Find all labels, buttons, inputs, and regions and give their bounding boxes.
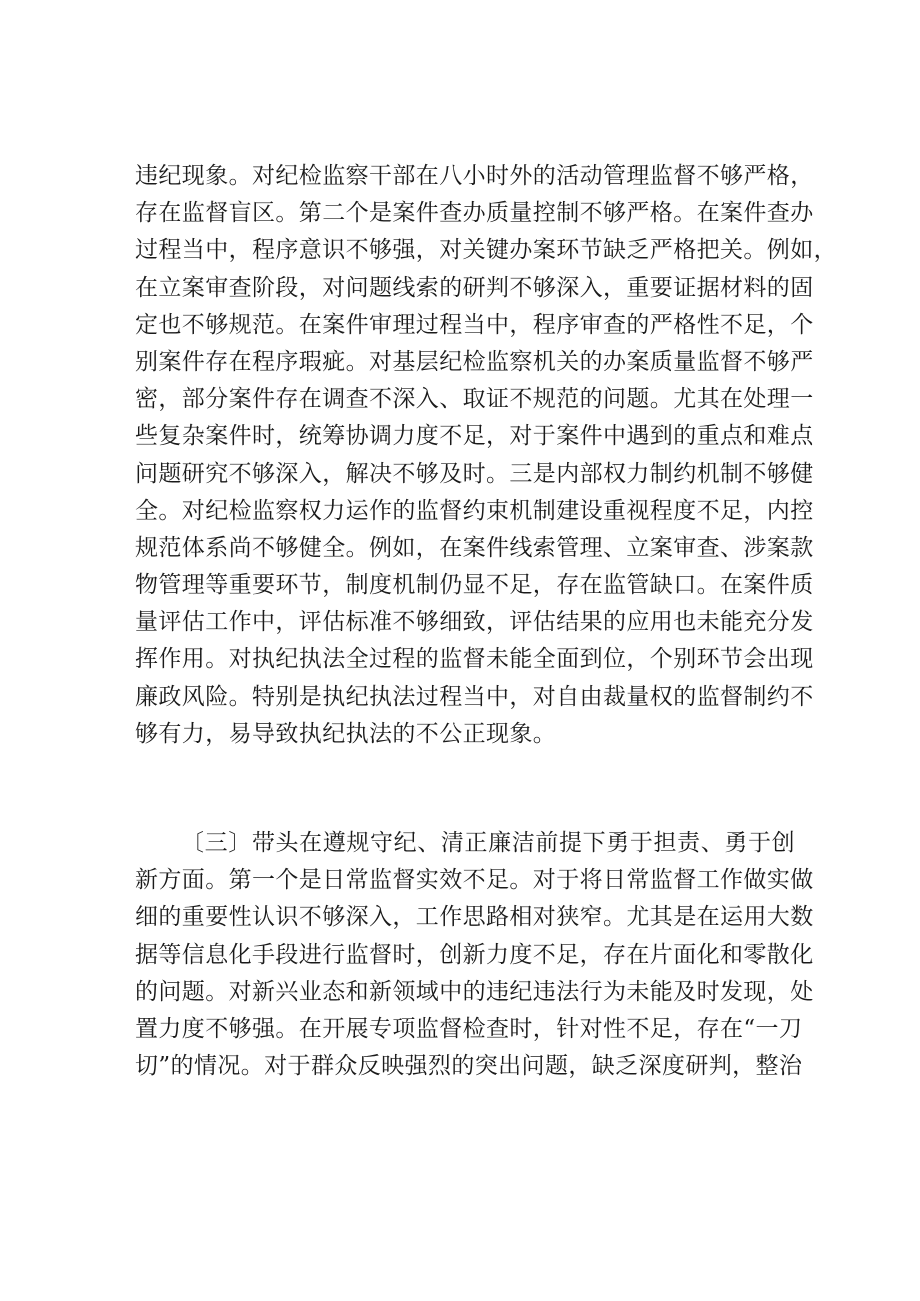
text-line: 新方面。第一个是日常监督实效不足。对于将日常监督工作做实做 (135, 867, 814, 894)
text-line: 量评估工作中，评估标准不够细致，评估结果的应用也未能充分发 (135, 609, 814, 636)
text-line: 置力度不够强。在开展专项监督检查时，针对性不足，存在“一刀 (135, 1015, 803, 1042)
text-line: 存在监督盲区。第二个是案件查办质量控制不够严格。在案件查办 (135, 200, 814, 227)
text-line: 全。对纪检监察权力运作的监督约束机制建设重视程度不足，内控 (135, 497, 814, 524)
text-line: 挥作用。对执纪执法全过程的监督未能全面到位，个别环节会出现 (135, 646, 814, 673)
text-line: 过程当中，程序意识不够强，对关键办案环节缺乏严格把关。例如， (135, 237, 837, 264)
text-line: 问题研究不够深入，解决不够及时。三是内部权力制约机制不够健 (135, 460, 814, 487)
text-line: 些复杂案件时，统筹协调力度不足，对于案件中遇到的重点和难点 (135, 423, 814, 450)
text-line: 够有力，易导致执纪执法的不公正现象。 (135, 720, 557, 747)
text-line: 细的重要性认识不够深入，工作思路相对狭窄。尤其是在运用大数 (135, 904, 814, 931)
text-line: 定也不够规范。在案件审理过程当中，程序审查的严格性不足，个 (135, 311, 814, 338)
text-line: 密，部分案件存在调查不深入、取证不规范的问题。尤其在处理一 (135, 386, 814, 413)
text-line: 别案件存在程序瑕疵。对基层纪检监察机关的办案质量监督不够严 (135, 348, 814, 375)
text-line: 违纪现象。对纪检监察干部在八小时外的活动管理监督不够严格， (135, 163, 814, 189)
section-heading-line: 〔三〕带头在遵规守纪、清正廉洁前提下勇于担责、勇于创 (181, 830, 795, 856)
text-line: 在立案审查阶段，对问题线索的研判不够深入，重要证据材料的固 (135, 274, 814, 301)
paragraph-section-three (135, 825, 814, 1085)
text-line: 规范体系尚不够健全。例如，在案件线索管理、立案审查、涉案款 (135, 534, 814, 561)
text-line: 的问题。对新兴业态和新领域中的违纪违法行为未能及时发现，处 (135, 978, 814, 1005)
text-line: 物管理等重要环节，制度机制仍显不足，存在监管缺口。在案件质 (135, 572, 814, 599)
text-line: 廉政风险。特别是执纪执法过程当中，对自由裁量权的监督制约不 (135, 683, 814, 710)
text-line: 切”的情况。对于群众反映强烈的突出问题，缺乏深度研判，整治 (135, 1053, 803, 1080)
paragraph-continued (135, 158, 837, 753)
text-line: 据等信息化手段进行监督时，创新力度不足，存在片面化和零散化 (135, 941, 814, 968)
